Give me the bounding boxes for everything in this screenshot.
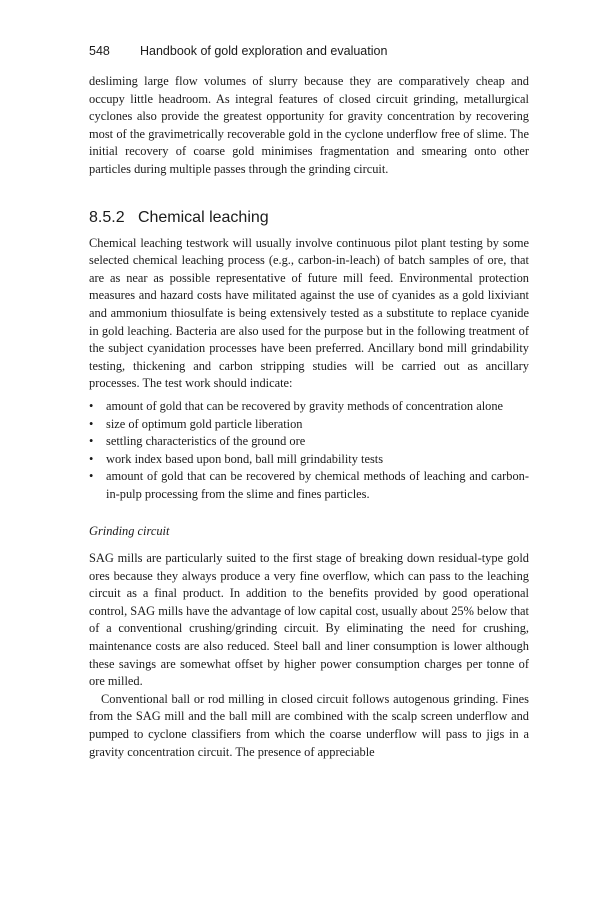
list-item: • amount of gold that can be recovered by gravity methods of concentration alone <box>89 398 529 416</box>
subsection-paragraph-2: Conventional ball or rod milling in closed circuit follows autogenous grinding. Fines from the SAG mill and the ball mill are combined with the scalp screen underflow and pumped to cyclone classifiers from which the coarse underflow will pass to jigs in a gravity concentration circuit. The presence of appreciable <box>89 691 529 759</box>
bullet-icon: • <box>89 469 94 484</box>
section-paragraph: Chemical leaching testwork will usually involve continuous pilot plant testing by some selected chemical leaching process (e.g., carbon-in-leach) of batch samples of ore, that are as near as possible representative of future mill feed. Environmental protection measures and hazard costs have militated against the use of cyanides as a gold lixiviant and ammonium thiosulfate is being extensively tested as a substitute to replace cyanide in gold leaching. Bacteria are also used for the purpose but in the following treatment of the subject cyanidation processes have been preferred. Ancillary bond mill grindability testing, thickening and carbon stripping studies will be carried out as ancillary processes. The test work should indicate: <box>89 235 529 391</box>
list-item: • settling characteristics of the ground ore <box>89 433 529 451</box>
list-item: • work index based upon bond, ball mill grindability tests <box>89 451 529 469</box>
page-number: 548 <box>89 44 110 58</box>
list-item: • size of optimum gold particle liberation <box>89 416 529 434</box>
book-title: Handbook of gold exploration and evaluation <box>140 44 388 58</box>
bullet-icon: • <box>89 416 94 431</box>
section-heading <box>89 208 529 228</box>
section-title: Chemical leaching <box>137 208 269 226</box>
test-work-list <box>89 398 529 504</box>
bullet-icon: • <box>89 451 94 466</box>
bullet-icon: • <box>89 434 94 449</box>
subsection-paragraph-1: SAG mills are particularly suited to the first stage of breaking down residual-type gold ores because they always produce a very fine overflow, which can pass to the leaching circuit as a final product. In addition to the benefits provided by good operational control, SAG mills have the advantage of low capital cost, usually about 25% below that of a conventional crushing/grinding circuit. By eliminating the need for crushing, maintenance costs are also reduced. Steel ball and liner consumption is lower although these savings are somewhat offset by higher power consumption charges per tonne of ore milled. <box>89 551 529 689</box>
intro-paragraph: desliming large flow volumes of slurry because they are comparatively cheap and occupy little headroom. As integral features of closed circuit grinding, metallurgical cyclones also provide the greatest opportunity for gravity concentration by recovering most of the gravimetrically recoverable gold in the cyclone underflow free of slime. The initial recovery of coarse gold minimises fragmentation and smearing onto other particles during multiple passes through the grinding circuit. <box>89 74 529 176</box>
book-page <box>89 43 529 761</box>
bullet-icon: • <box>89 398 94 413</box>
subsection-heading: Grinding circuit <box>89 524 170 539</box>
list-item: • amount of gold that can be recovered by chemical methods of leaching and carbon-in-pulp processing from the slime and fines particles. <box>89 469 529 501</box>
section-number: 8.5.2 <box>89 208 125 226</box>
running-head <box>89 43 529 73</box>
